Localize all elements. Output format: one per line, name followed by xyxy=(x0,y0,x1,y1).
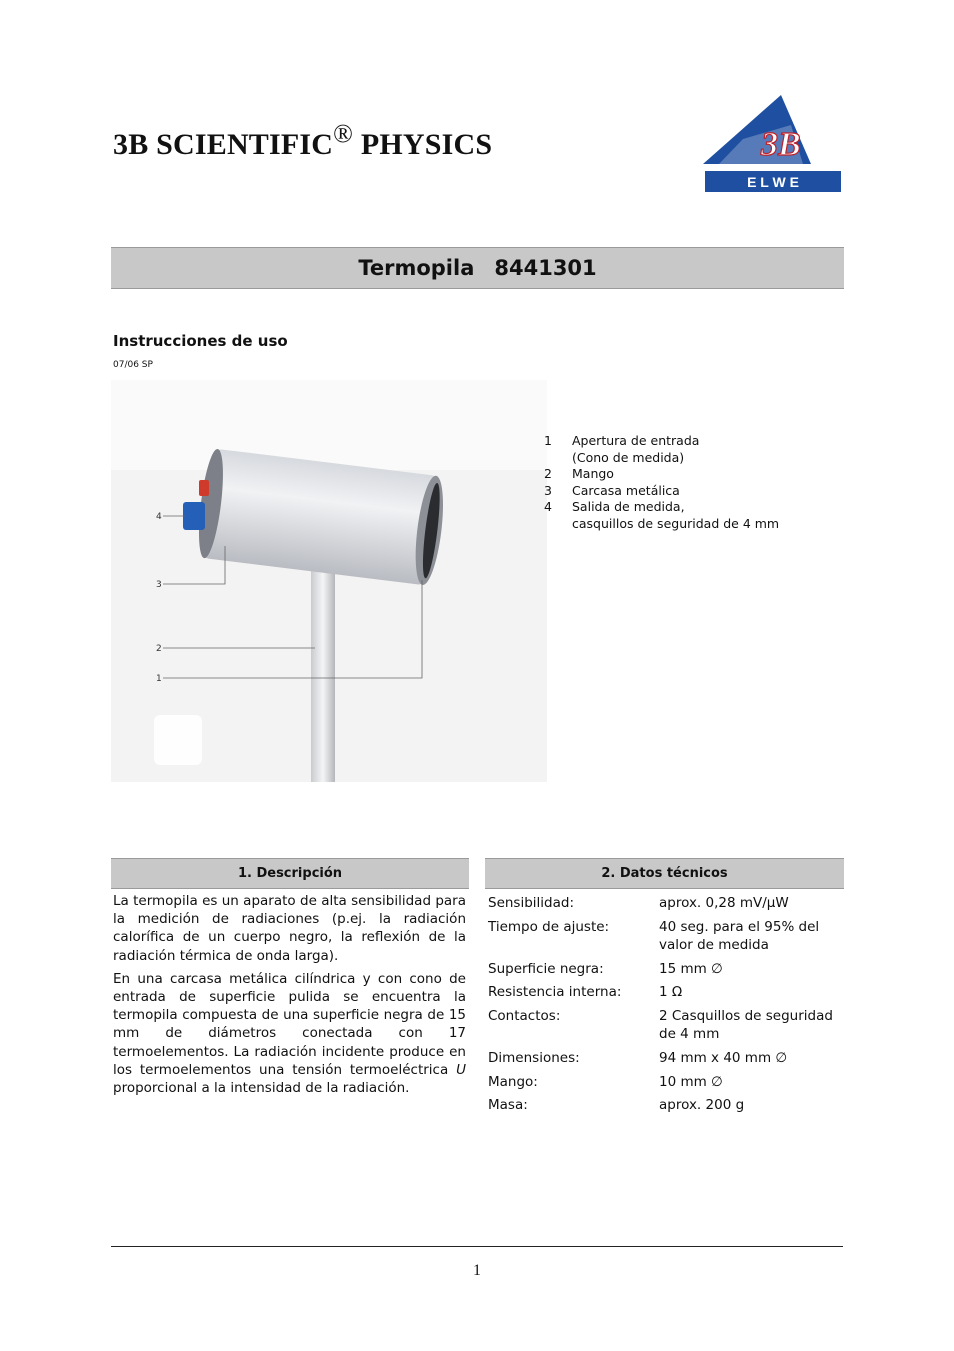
legend-item xyxy=(544,483,779,500)
technical-data-heading: 2. Datos técnicos xyxy=(485,858,844,889)
page-number: 1 xyxy=(473,1262,481,1279)
brand-title xyxy=(113,119,493,162)
voltage-symbol: U xyxy=(456,1061,467,1078)
spec-value: 15 mm ∅ xyxy=(659,960,723,977)
blue-socket xyxy=(183,502,205,530)
description-body xyxy=(113,892,466,1102)
legend-text: Mango xyxy=(572,466,614,481)
spec-value: 10 mm ∅ xyxy=(659,1073,723,1090)
spec-label: Masa: xyxy=(488,1097,528,1114)
spec-value: 94 mm x 40 mm ∅ xyxy=(659,1049,788,1066)
legend-number: 3 xyxy=(544,482,552,498)
spec-row xyxy=(488,960,840,978)
spec-label: Dimensiones: xyxy=(488,1049,580,1066)
product-code: 8441301 xyxy=(494,256,597,280)
product-title-bar xyxy=(111,247,844,289)
legend-number: 4 xyxy=(544,499,552,514)
legend-number: 2 xyxy=(544,466,552,481)
handle-rod xyxy=(311,550,335,782)
legend-number: 1 xyxy=(544,433,552,448)
spec-row xyxy=(488,983,840,1001)
callout-2: 2 xyxy=(156,644,162,654)
legend-text: Carcasa metálica xyxy=(572,482,680,498)
legend-text: (Cono de medida) xyxy=(572,449,685,465)
logo-mark-text: 3B xyxy=(761,126,801,163)
brand-suffix: PHYSICS xyxy=(353,128,493,161)
thermopile-figure xyxy=(111,380,547,782)
spec-value: aprox. 200 g xyxy=(659,1097,745,1114)
spec-row xyxy=(488,1049,840,1067)
spec-label: Superficie negra: xyxy=(488,960,604,977)
description-text: proporcional a la intensidad de la radiación. xyxy=(113,1080,410,1097)
spec-row xyxy=(488,1096,840,1114)
legend-item xyxy=(544,466,779,483)
3b-elwe-logo xyxy=(703,95,842,194)
product-name: Termopila xyxy=(358,256,475,280)
spec-value: 40 seg. para el 95% del valor de medida xyxy=(659,918,820,953)
spec-label: Resistencia interna: xyxy=(488,984,622,1001)
spec-label: Contactos: xyxy=(488,1008,561,1025)
spec-row xyxy=(488,1007,840,1043)
brand-prefix: 3B SCIENTIFIC xyxy=(113,128,334,161)
legend-text: Salida de medida, xyxy=(572,499,685,514)
description-heading: 1. Descripción xyxy=(111,858,469,889)
legend-text: casquillos de seguridad de 4 mm xyxy=(572,515,780,531)
spec-value: 2 Casquillos de seguridad de 4 mm xyxy=(659,1008,833,1043)
figure-legend xyxy=(544,433,779,532)
footer-rule xyxy=(111,1246,843,1247)
date-code: 07/06 SP xyxy=(113,360,153,370)
description-paragraph xyxy=(113,970,466,1097)
callout-3: 3 xyxy=(156,580,162,590)
spec-row xyxy=(488,918,840,954)
technical-data-table xyxy=(488,894,840,1120)
spec-label: Sensibilidad: xyxy=(488,895,574,911)
description-paragraph: La termopila es un aparato de alta sensibilidad para la medición de radiaciones (p.ej. la radiación calorífica de un cuerpo negro, la reflexión de la radiación térmica de onda larga). xyxy=(113,893,466,964)
callout-1: 1 xyxy=(156,674,162,684)
legend-item xyxy=(544,499,779,532)
logo-word-text: E L W E xyxy=(747,174,799,190)
legend-item xyxy=(544,433,779,466)
spec-row xyxy=(488,1073,840,1091)
spec-row xyxy=(488,894,840,912)
instructions-heading: Instrucciones de uso xyxy=(113,332,288,350)
spec-label: Mango: xyxy=(488,1073,538,1090)
spec-label: Tiempo de ajuste: xyxy=(488,918,610,935)
legend-text: Apertura de entrada xyxy=(572,433,700,448)
callout-4: 4 xyxy=(156,512,162,522)
red-socket xyxy=(199,480,209,496)
registered-mark: ® xyxy=(333,119,354,148)
spec-value: aprox. 0,28 mV/µW xyxy=(659,895,789,911)
description-text: En una carcasa metálica cilíndrica y con cono de entrada de superficie pulida se encuentra la termopila compuesta de una superficie negra de 15 mm de diámetros conectada con 17 termoelementos. La radiación incidente produce en los termoelementos una tensión termoeléctrica xyxy=(113,970,466,1078)
spec-value: 1 Ω xyxy=(659,984,683,1001)
